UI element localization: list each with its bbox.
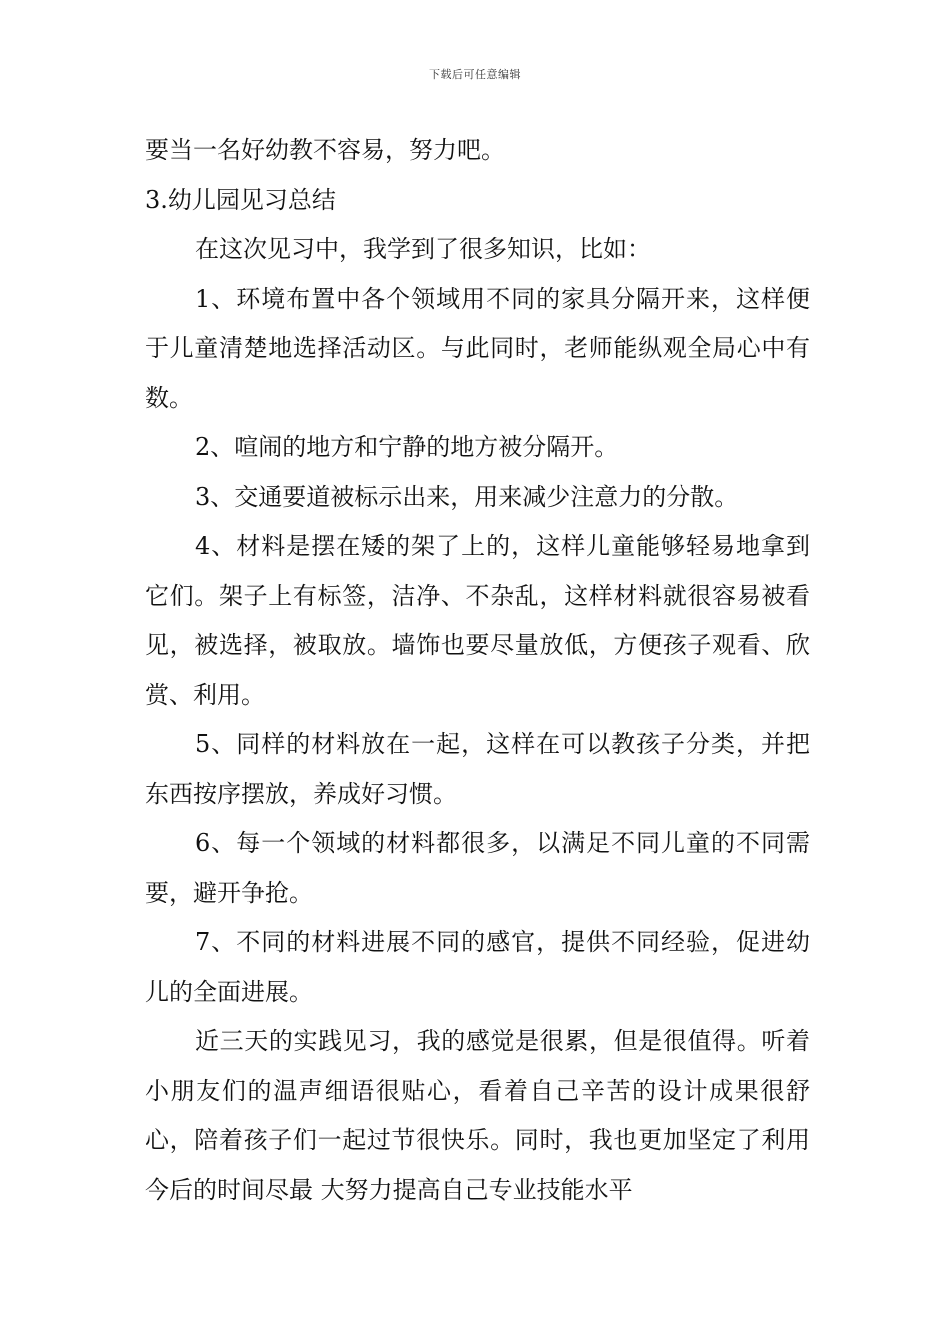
paragraph-item-6: 6、每一个领域的材料都很多，以满足不同儿童的不同需要，避开争抢。 <box>145 829 810 907</box>
paragraph-item-4: 4、材料是摆在矮的架了上的，这样儿童能够轻易地拿到它们。架子上有标签，洁净、不杂乱，这样材料就很容易被看见，被选择，被取放。墙饰也要尽量放低，方便孩子观看、欣赏、利用。 <box>145 532 810 709</box>
section-heading: 3.幼儿园见习总结 <box>145 185 336 214</box>
paragraph-item-2: 2、喧闹的地方和宁静的地方被分隔开。 <box>195 433 619 461</box>
paragraph-item-3: 3、交通要道被标示出来，用来减少注意力的分散。 <box>195 482 739 511</box>
paragraph-item-1: 1、环境布置中各个领域用不同的家具分隔开来，这样便于儿童清楚地选择活动区。与此同时，老师能纵观全局心中有数。 <box>145 284 810 412</box>
paragraph-item-5: 5、同样的材料放在一起，这样在可以教孩子分类，并把东西按序摆放，养成好习惯。 <box>145 730 810 808</box>
paragraph-reflection: 近三天的实践见习，我的感觉是很累，但是很值得。听着小朋友们的温声细语很贴心，看着自己辛苦的设计成果很舒心，陪着孩子们一起过节很快乐。同时，我也更加坚定了利用今后的时间尽最 大努力提高自己专业技能水平 <box>145 1027 810 1204</box>
paragraph-item-7: 7、不同的材料进展不同的感官，提供不同经验，促进幼儿的全面进展。 <box>145 928 810 1006</box>
page-header: 下载后可任意编辑 <box>429 68 521 81</box>
paragraph-intro: 在这次见习中，我学到了很多知识，比如： <box>195 235 651 263</box>
paragraph-closing-line: 要当一名好幼教不容易，努力吧。 <box>145 136 505 164</box>
document-body <box>145 126 810 1215</box>
